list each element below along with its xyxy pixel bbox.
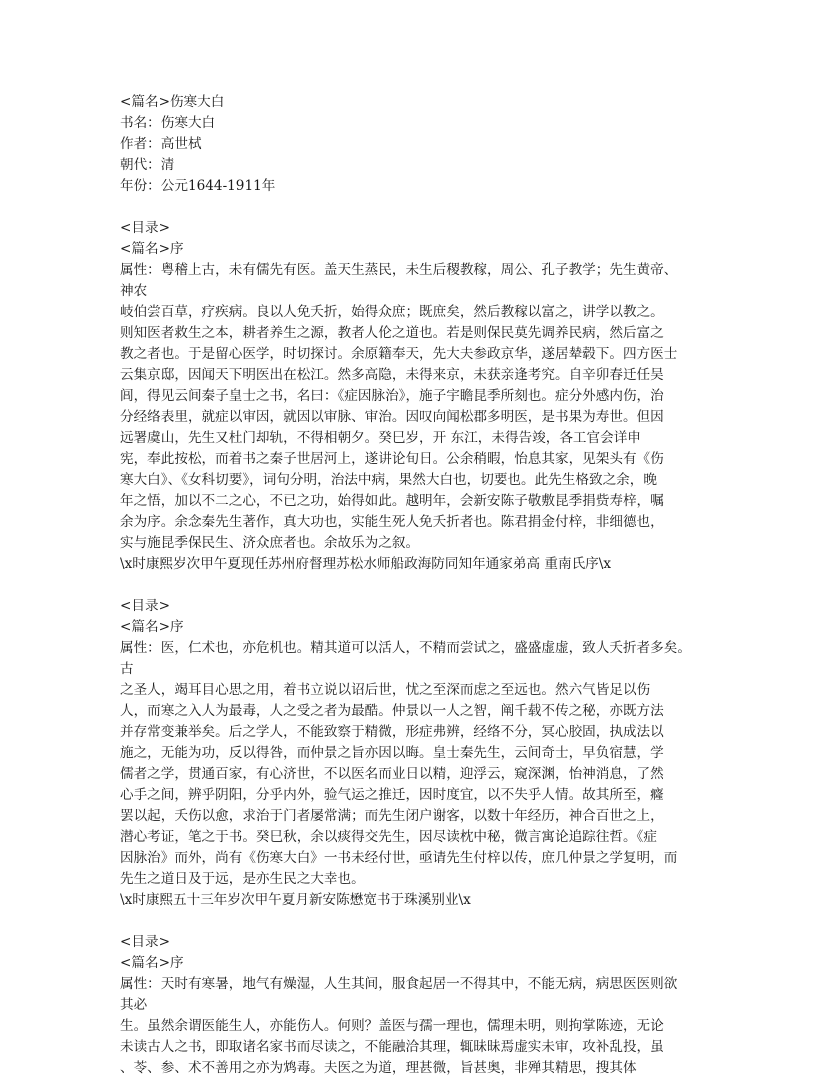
author: 作者：高世栻 <box>120 136 202 152</box>
text-line: 罢以起，夭伤以愈，求治于门者屡常满；而先生闭户谢客，以数十年经历，神合百世之上， <box>120 808 664 824</box>
spacer <box>120 197 700 218</box>
text-line: 闾，得见云间秦子皇士之书，名曰：《症因脉治》，施子宇瞻昆季所刻也。症分外感内伤，治 <box>120 388 664 404</box>
toc-label: <目录> <box>120 220 170 236</box>
text-line: 属性：医，仁术也，亦危机也。精其道可以活人，不精而尝试之，盛盛虚虚，致人夭折者多矣。 <box>120 640 691 656</box>
text-line: 神农 <box>120 283 148 299</box>
text-line: 其必 <box>120 997 148 1013</box>
text-line: \x时康熙五十三年岁次甲午夏月新安陈懋宽书于珠溪别业\x <box>120 892 471 908</box>
section-title: <篇名>序 <box>120 241 184 257</box>
year: 年份：公元1644-1911年 <box>120 178 276 194</box>
text-line: 心手之间，辨乎阴阳，分乎内外，验气运之推迁，因时度宜，以不失乎人情。故其所至，癃 <box>120 787 664 803</box>
text-line: 余为序。余念秦先生著作，真大功也，实能生死人免夭折者也。陈君捐金付梓，非细德也， <box>120 514 664 530</box>
text-line: 、苓、参、术不善用之亦为鸩毒。夫医之为道，理甚微，旨甚奥，非殚其精思，搜其体 <box>120 1060 637 1076</box>
section-body <box>120 974 700 1079</box>
chapter-title: <篇名>伤寒大白 <box>120 94 225 110</box>
preface-section-1 <box>120 218 700 575</box>
spacer <box>120 575 700 596</box>
text-line: 属性：天时有寒暑，地气有燥湿，人生其间，服食起居一不得其中，不能无病，病思医医则欲 <box>120 976 678 992</box>
text-line: 生。虽然余谓医能生人，亦能伤人。何则？盖医与孺一理也，儒理未明，则拘掌陈迹，无论 <box>120 1018 664 1034</box>
preface-section-3 <box>120 932 700 1079</box>
document-page <box>120 92 700 1079</box>
section-body <box>120 638 700 911</box>
text-line: 人，而寒之入人为最毒，人之受之者为最酷。仲景以一人之智，阐千载不传之秘，亦既方法 <box>120 703 664 719</box>
text-line: 先生之道日及于远，是亦生民之大幸也。 <box>120 871 365 887</box>
dynasty: 朝代：清 <box>120 157 175 173</box>
text-line: 宪，奉此按松，而着书之秦子世居河上，遂讲论旬日。公余稍暇，怡息其家，见架头有《伤 <box>120 451 664 467</box>
text-line: 儒者之学，贯通百家，有心济世，不以医名而业日以精，迎浮云，窥深渊，怡神消息，了然 <box>120 766 664 782</box>
text-line: 则知医者救生之本，耕者养生之源，教者人伦之道也。若是则保民莫先调养民病，然后富之 <box>120 325 664 341</box>
text-line: 岐伯尝百草，疗疾病。良以人免夭折，始得众庶；既庶矣，然后教稼以富之，讲学以教之。 <box>120 304 664 320</box>
section-title: <篇名>序 <box>120 619 184 635</box>
preface-section-2 <box>120 596 700 911</box>
text-line: \x时康熙岁次甲午夏现任苏州府督理苏松水师船政海防同知年通家弟高 重南氏序\x <box>120 556 611 572</box>
text-line: 之圣人，竭耳目心思之用，着书立说以诏后世，忧之至深而虑之至远也。然六气皆足以伤 <box>120 682 651 698</box>
spacer <box>120 911 700 932</box>
text-line: 施之，无能为功，反以得咎，而仲景之旨亦因以晦。皇士秦先生，云间奇士，早负宿慧，学 <box>120 745 664 761</box>
text-line: 因脉治》而外，尚有《伤寒大白》一书未经付世，亟请先生付梓以传，庶几仲景之学复明，而 <box>120 850 678 866</box>
text-line: 云集京邸，因闻天下明医出在松江。然多高隐，未得来京，未获亲逢考究。自辛卯春迁任吴 <box>120 367 664 383</box>
text-line: 远署虞山，先生又杜门却轨，不得相朝夕。癸巳岁，开 东江，未得告竣，各工官会详申 <box>120 430 641 446</box>
section-body <box>120 260 700 575</box>
text-line: 寒大白》、《女科切要》，词句分明，治法中病，果然大白也，切要也。此先生格致之余，晚 <box>120 472 657 488</box>
toc-label: <目录> <box>120 934 170 950</box>
text-line: 属性：粤稽上古，未有儒先有医。盖天生蒸民，未生后稷教稼，周公、孔子教学；先生黄帝、 <box>120 262 678 278</box>
text-line: 潜心考证，笔之于书。癸巳秋，余以痰得交先生，因尽读枕中秘，微言寓论追踪往哲。《症 <box>120 829 657 845</box>
text-line: 古 <box>120 661 134 677</box>
text-line: 分经络表里，就症以审因，就因以审脉、审治。因叹向闻松郡多明医，是书果为寿世。但因 <box>120 409 664 425</box>
section-title: <篇名>序 <box>120 955 184 971</box>
text-line: 并存常变兼举矣。后之学人，不能致察于精微，形症弗辨，经络不分，冥心胶固，执成法以 <box>120 724 664 740</box>
text-line: 实与施昆季保民生、济众庶者也。余故乐为之叙。 <box>120 535 420 551</box>
book-header <box>120 92 700 197</box>
text-line: 年之悟，加以不二之心，不已之功，始得如此。越明年，会新安陈子敬敷昆季捐赀寿梓，嘱 <box>120 493 664 509</box>
book-name: 书名：伤寒大白 <box>120 115 216 131</box>
toc-label: <目录> <box>120 598 170 614</box>
text-line: 教之者也。于是留心医学，时切探讨。余原籍奉天，先大夫参政京华，遂居辇毂下。四方医士 <box>120 346 678 362</box>
text-line: 未读古人之书，即取诸名家书而尽读之，不能融洽其理，辄昧昧焉虚实未审，攻补乱投，虽 <box>120 1039 664 1055</box>
